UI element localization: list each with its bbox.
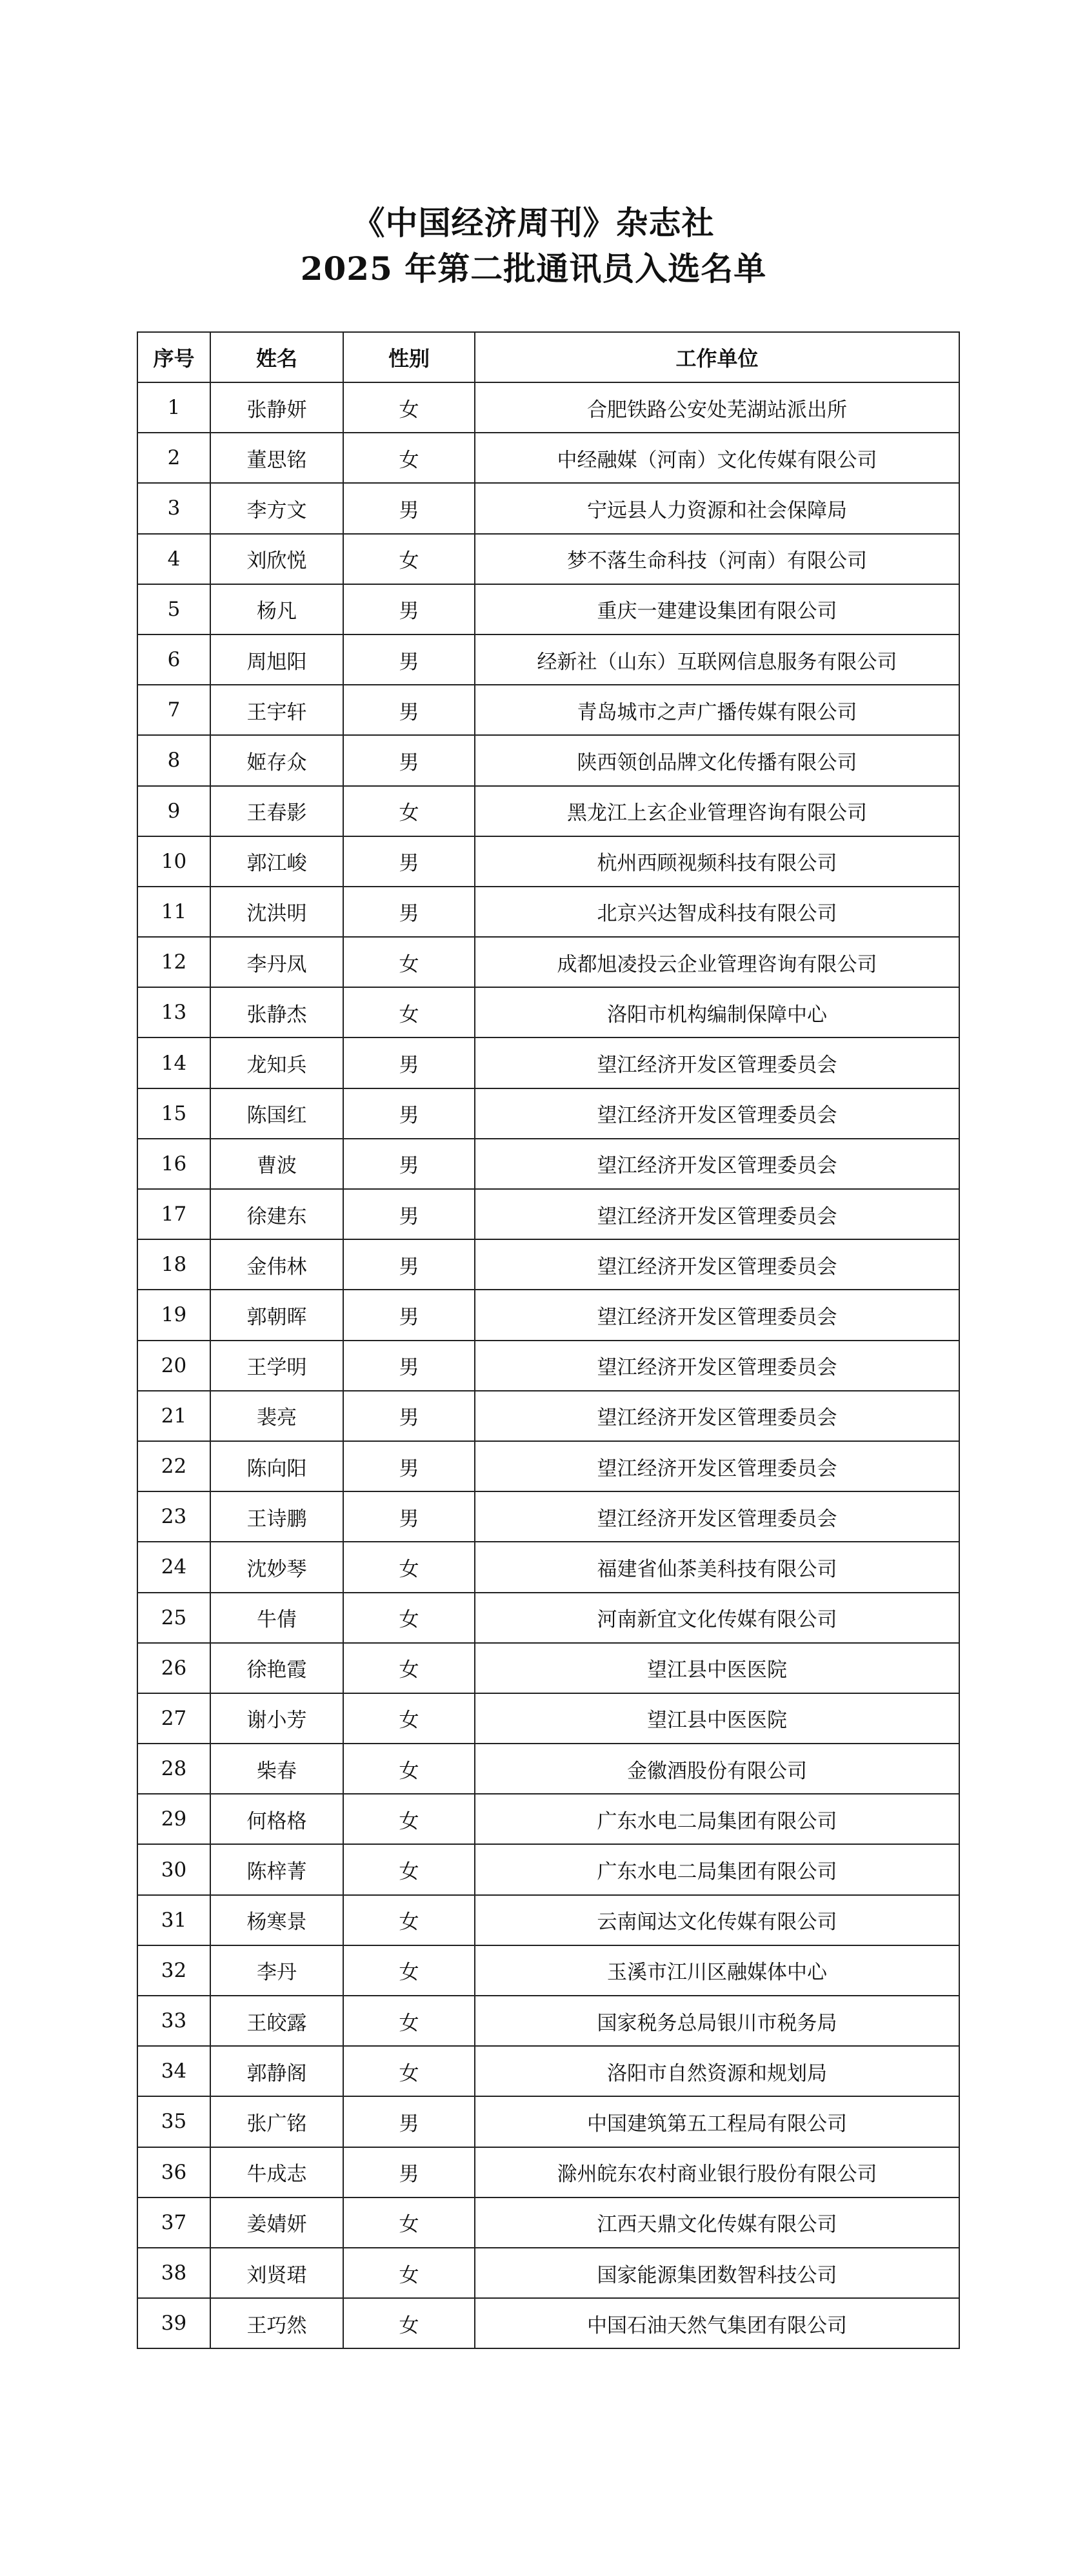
row-index: 29 [137,1794,210,1844]
row-workplace: 望江经济开发区管理委员会 [475,1239,959,1290]
row-workplace: 广东水电二局集团有限公司 [475,1844,959,1894]
table-row [137,1996,959,2046]
row-workplace: 望江经济开发区管理委员会 [475,1341,959,1391]
row-index: 9 [137,786,210,836]
row-name: 徐艳霞 [210,1643,343,1693]
row-name: 何格格 [210,1794,343,1844]
row-gender: 男 [343,887,475,937]
row-index: 24 [137,1542,210,1592]
document-subtitle: 2025 年第二批通讯员入选名单 [300,250,767,288]
row-name: 刘贤珺 [210,2248,343,2298]
row-workplace: 广东水电二局集团有限公司 [475,1794,959,1844]
row-gender: 男 [343,1037,475,1088]
row-gender: 男 [343,1139,475,1189]
row-gender: 男 [343,1441,475,1491]
row-gender: 女 [343,2046,475,2096]
roster-table [137,331,960,2349]
row-name: 徐建东 [210,1189,343,1239]
row-index: 19 [137,1290,210,1340]
row-index: 12 [137,937,210,987]
row-index: 18 [137,1239,210,1290]
row-gender: 男 [343,735,475,785]
table-row [137,1441,959,1491]
row-name: 柴春 [210,1744,343,1794]
row-name: 牛成志 [210,2147,343,2197]
row-name: 王宇轩 [210,685,343,735]
row-workplace: 重庆一建建设集团有限公司 [475,584,959,634]
row-name: 李丹 [210,1945,343,1996]
row-workplace: 望江经济开发区管理委员会 [475,1189,959,1239]
row-workplace: 金徽酒股份有限公司 [475,1744,959,1794]
row-workplace: 杭州西顾视频科技有限公司 [475,836,959,887]
row-index: 27 [137,1693,210,1744]
row-gender: 女 [343,1693,475,1744]
table-row [137,1945,959,1996]
row-gender: 女 [343,2298,475,2348]
row-name: 姬存众 [210,735,343,785]
row-workplace: 望江经济开发区管理委员会 [475,1290,959,1340]
table-row [137,1290,959,1340]
row-gender: 女 [343,987,475,1037]
row-index: 8 [137,735,210,785]
table-row [137,2096,959,2147]
table-row [137,685,959,735]
row-workplace: 成都旭凌投云企业管理咨询有限公司 [475,937,959,987]
row-gender: 男 [343,685,475,735]
row-gender: 男 [343,483,475,533]
row-workplace: 陕西领创品牌文化传播有限公司 [475,735,959,785]
table-row [137,987,959,1037]
row-workplace: 河南新宜文化传媒有限公司 [475,1593,959,1643]
header-workplace: 工作单位 [475,332,959,382]
table-row [137,1088,959,1139]
row-name: 杨凡 [210,584,343,634]
row-name: 张广铭 [210,2096,343,2147]
table-row [137,2147,959,2197]
row-gender: 男 [343,1088,475,1139]
row-name: 沈洪明 [210,887,343,937]
row-workplace: 洛阳市自然资源和规划局 [475,2046,959,2096]
row-workplace: 北京兴达智成科技有限公司 [475,887,959,937]
row-name: 谢小芳 [210,1693,343,1744]
row-workplace: 玉溪市江川区融媒体中心 [475,1945,959,1996]
row-index: 23 [137,1491,210,1542]
row-gender: 男 [343,1391,475,1441]
row-name: 王巧然 [210,2298,343,2348]
row-name: 张静杰 [210,987,343,1037]
header-gender: 性别 [343,332,475,382]
table-body [137,382,959,2348]
table-row [137,1139,959,1189]
row-index: 16 [137,1139,210,1189]
row-gender: 男 [343,2147,475,2197]
row-index: 4 [137,534,210,584]
table-row [137,1744,959,1794]
row-workplace: 望江经济开发区管理委员会 [475,1491,959,1542]
row-index: 10 [137,836,210,887]
row-name: 陈向阳 [210,1441,343,1491]
row-gender: 女 [343,786,475,836]
row-index: 21 [137,1391,210,1441]
table-row [137,634,959,685]
row-gender: 女 [343,1945,475,1996]
row-name: 王皎露 [210,1996,343,2046]
row-workplace: 望江经济开发区管理委员会 [475,1037,959,1088]
row-index: 38 [137,2248,210,2298]
table-row [137,1239,959,1290]
row-gender: 女 [343,534,475,584]
row-name: 姜婧妍 [210,2197,343,2248]
row-index: 39 [137,2298,210,2348]
row-index: 17 [137,1189,210,1239]
row-workplace: 洛阳市机构编制保障中心 [475,987,959,1037]
row-index: 26 [137,1643,210,1693]
row-index: 33 [137,1996,210,2046]
table-row [137,382,959,433]
row-gender: 女 [343,2197,475,2248]
table-row [137,786,959,836]
table-row [137,483,959,533]
table-row [137,2248,959,2298]
row-workplace: 江西天鼎文化传媒有限公司 [475,2197,959,2248]
row-gender: 男 [343,584,475,634]
row-workplace: 望江经济开发区管理委员会 [475,1441,959,1491]
table-row [137,1491,959,1542]
table-row [137,937,959,987]
table-row [137,2298,959,2348]
row-gender: 男 [343,836,475,887]
row-gender: 女 [343,433,475,483]
row-gender: 女 [343,1844,475,1894]
row-index: 1 [137,382,210,433]
row-name: 裴亮 [210,1391,343,1441]
row-gender: 女 [343,1794,475,1844]
row-name: 曹波 [210,1139,343,1189]
row-index: 31 [137,1895,210,1945]
row-name: 王春影 [210,786,343,836]
row-name: 郭朝晖 [210,1290,343,1340]
table-row [137,1341,959,1391]
table-row [137,2197,959,2248]
row-workplace: 滁州皖东农村商业银行股份有限公司 [475,2147,959,2197]
row-workplace: 中经融媒（河南）文化传媒有限公司 [475,433,959,483]
table-row [137,1643,959,1693]
row-workplace: 望江县中医医院 [475,1643,959,1693]
row-index: 5 [137,584,210,634]
row-name: 陈梓菁 [210,1844,343,1894]
row-index: 25 [137,1593,210,1643]
row-gender: 男 [343,1189,475,1239]
row-index: 35 [137,2096,210,2147]
row-name: 龙知兵 [210,1037,343,1088]
table-row [137,2046,959,2096]
row-name: 杨寒景 [210,1895,343,1945]
row-gender: 女 [343,2248,475,2298]
row-index: 3 [137,483,210,533]
row-workplace: 宁远县人力资源和社会保障局 [475,483,959,533]
row-index: 2 [137,433,210,483]
table-row [137,1037,959,1088]
row-gender: 女 [343,1895,475,1945]
table-row [137,735,959,785]
row-workplace: 中国石油天然气集团有限公司 [475,2298,959,2348]
row-gender: 男 [343,1341,475,1391]
table-row [137,887,959,937]
row-workplace: 黑龙江上玄企业管理咨询有限公司 [475,786,959,836]
row-name: 王学明 [210,1341,343,1391]
row-gender: 男 [343,1290,475,1340]
row-workplace: 望江县中医医院 [475,1693,959,1744]
row-name: 郭江峻 [210,836,343,887]
table-row [137,836,959,887]
row-name: 郭静阁 [210,2046,343,2096]
row-gender: 女 [343,1542,475,1592]
row-workplace: 国家能源集团数智科技公司 [475,2248,959,2298]
row-workplace: 望江经济开发区管理委员会 [475,1391,959,1441]
row-gender: 男 [343,1491,475,1542]
row-workplace: 望江经济开发区管理委员会 [475,1088,959,1139]
table-row [137,1794,959,1844]
row-workplace: 中国建筑第五工程局有限公司 [475,2096,959,2147]
row-name: 李丹凤 [210,937,343,987]
row-index: 32 [137,1945,210,1996]
header-name: 姓名 [210,332,343,382]
row-workplace: 合肥铁路公安处芜湖站派出所 [475,382,959,433]
table-row [137,1844,959,1894]
table-row [137,1542,959,1592]
row-gender: 女 [343,1996,475,2046]
table-row [137,1593,959,1643]
row-name: 周旭阳 [210,634,343,685]
row-gender: 男 [343,2096,475,2147]
row-workplace: 福建省仙茶美科技有限公司 [475,1542,959,1592]
row-gender: 男 [343,1239,475,1290]
table-row [137,1189,959,1239]
row-gender: 女 [343,937,475,987]
table-row [137,534,959,584]
row-workplace: 梦不落生命科技（河南）有限公司 [475,534,959,584]
row-name: 刘欣悦 [210,534,343,584]
row-index: 36 [137,2147,210,2197]
row-index: 28 [137,1744,210,1794]
row-name: 金伟林 [210,1239,343,1290]
row-workplace: 国家税务总局银川市税务局 [475,1996,959,2046]
row-index: 22 [137,1441,210,1491]
row-index: 7 [137,685,210,735]
row-gender: 女 [343,1643,475,1693]
row-gender: 男 [343,634,475,685]
row-name: 牛倩 [210,1593,343,1643]
row-index: 6 [137,634,210,685]
table-row [137,1693,959,1744]
row-name: 董思铭 [210,433,343,483]
row-name: 沈妙琴 [210,1542,343,1592]
row-index: 13 [137,987,210,1037]
row-name: 张静妍 [210,382,343,433]
row-index: 14 [137,1037,210,1088]
table-row [137,1895,959,1945]
table-row [137,433,959,483]
table-row [137,1391,959,1441]
row-name: 李方文 [210,483,343,533]
row-index: 15 [137,1088,210,1139]
row-gender: 女 [343,1744,475,1794]
table-header-row [137,332,959,382]
row-index: 37 [137,2197,210,2248]
row-workplace: 经新社（山东）互联网信息服务有限公司 [475,634,959,685]
row-index: 30 [137,1844,210,1894]
row-index: 11 [137,887,210,937]
row-gender: 女 [343,1593,475,1643]
row-workplace: 望江经济开发区管理委员会 [475,1139,959,1189]
row-index: 20 [137,1341,210,1391]
row-name: 陈国红 [210,1088,343,1139]
row-name: 王诗鹏 [210,1491,343,1542]
header-index: 序号 [137,332,210,382]
row-index: 34 [137,2046,210,2096]
table-row [137,584,959,634]
row-workplace: 青岛城市之声广播传媒有限公司 [475,685,959,735]
row-gender: 女 [343,382,475,433]
document-title: 《中国经济周刊》杂志社 [352,204,715,242]
row-workplace: 云南闻达文化传媒有限公司 [475,1895,959,1945]
